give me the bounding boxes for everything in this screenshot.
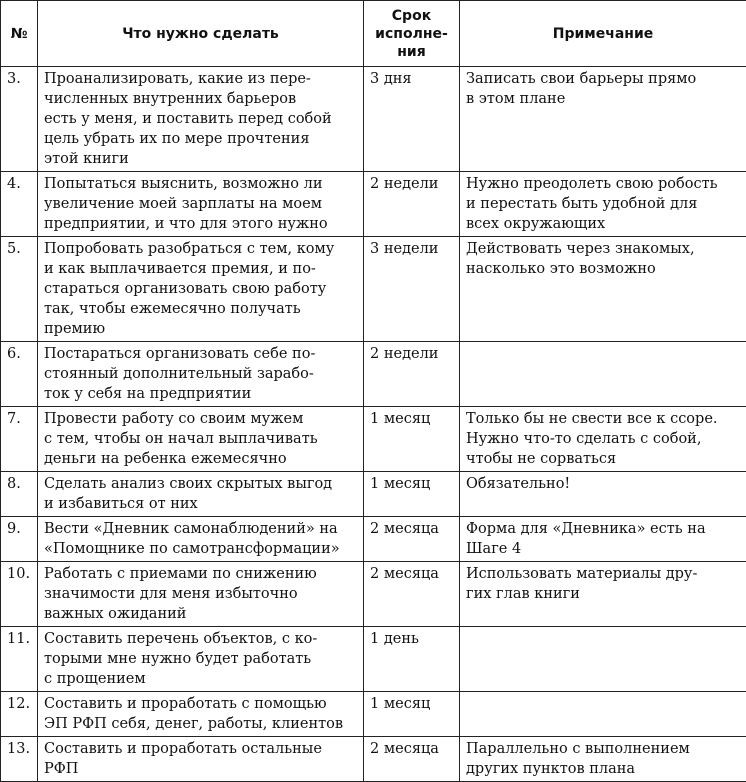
- header-number: №: [1, 1, 38, 67]
- row-term: 1 день: [364, 627, 460, 692]
- row-task: Проанализировать, какие из пере- численных внутренних барьеров есть у меня, и поставить перед собой цель убрать их по мере прочтения этой книги: [38, 67, 364, 172]
- row-number: 4.: [1, 172, 38, 237]
- table-row: [1, 407, 746, 472]
- row-number: 3.: [1, 67, 38, 172]
- table-row: [1, 517, 746, 562]
- row-note: [460, 692, 746, 737]
- row-note: Записать свои барьеры прямо в этом плане: [460, 67, 746, 172]
- table-row: [1, 237, 746, 342]
- row-number: 5.: [1, 237, 38, 342]
- row-term: 2 недели: [364, 172, 460, 237]
- row-task: Составить и проработать с помощью ЭП РФП себя, денег, работы, клиентов: [38, 692, 364, 737]
- row-note: Параллельно с выполнением других пунктов плана: [460, 737, 746, 782]
- row-term: 2 месяца: [364, 562, 460, 627]
- table-header-row: [1, 1, 746, 67]
- row-task: Попытаться выяснить, возможно ли увеличение моей зарплаты на моем предприятии, и что для этого нужно: [38, 172, 364, 237]
- row-number: 10.: [1, 562, 38, 627]
- row-note: Только бы не свести все к ссоре. Нужно что-то сделать с собой, чтобы не сорваться: [460, 407, 746, 472]
- row-term: 3 дня: [364, 67, 460, 172]
- table-row: [1, 627, 746, 692]
- table-row: [1, 737, 746, 782]
- row-task: Постараться организовать себе по- стоянный дополнительный зарабо- ток у себя на предприятии: [38, 342, 364, 407]
- row-note: Обязательно!: [460, 472, 746, 517]
- row-term: 3 недели: [364, 237, 460, 342]
- table-row: [1, 342, 746, 407]
- row-number: 9.: [1, 517, 38, 562]
- table-row: [1, 172, 746, 237]
- row-note: [460, 627, 746, 692]
- row-term: 1 месяц: [364, 407, 460, 472]
- row-number: 7.: [1, 407, 38, 472]
- table-row: [1, 562, 746, 627]
- row-number: 8.: [1, 472, 38, 517]
- row-task: Составить перечень объектов, с ко- торыми мне нужно будет работать с прощением: [38, 627, 364, 692]
- header-term: Срок исполне- ния: [364, 1, 460, 67]
- row-term: 2 месяца: [364, 517, 460, 562]
- header-note: Примечание: [460, 1, 746, 67]
- header-task: Что нужно сделать: [38, 1, 364, 67]
- row-task: Попробовать разобраться с тем, кому и как выплачивается премия, и по- стараться организовать свою работу так, чтобы ежемесячно получать премию: [38, 237, 364, 342]
- row-task: Работать с приемами по снижению значимости для меня избыточно важных ожиданий: [38, 562, 364, 627]
- row-term: 1 месяц: [364, 692, 460, 737]
- row-task: Сделать анализ своих скрытых выгод и избавиться от них: [38, 472, 364, 517]
- row-number: 12.: [1, 692, 38, 737]
- table-row: [1, 67, 746, 172]
- row-term: 2 недели: [364, 342, 460, 407]
- row-number: 11.: [1, 627, 38, 692]
- row-note: Действовать через знакомых, насколько это возможно: [460, 237, 746, 342]
- row-term: 1 месяц: [364, 472, 460, 517]
- row-note: [460, 342, 746, 407]
- row-term: 2 месяца: [364, 737, 460, 782]
- row-note: Нужно преодолеть свою робость и перестать быть удобной для всех окружающих: [460, 172, 746, 237]
- row-task: Составить и проработать остальные РФП: [38, 737, 364, 782]
- row-task: Провести работу со своим мужем с тем, чтобы он начал выплачивать деньги на ребенка ежемесячно: [38, 407, 364, 472]
- row-number: 6.: [1, 342, 38, 407]
- row-note: Использовать материалы дру- гих глав книги: [460, 562, 746, 627]
- row-task: Вести «Дневник самонаблюдений» на «Помощнике по самотрансформации»: [38, 517, 364, 562]
- row-number: 13.: [1, 737, 38, 782]
- table-row: [1, 692, 746, 737]
- table-row: [1, 472, 746, 517]
- row-note: Форма для «Дневника» есть на Шаге 4: [460, 517, 746, 562]
